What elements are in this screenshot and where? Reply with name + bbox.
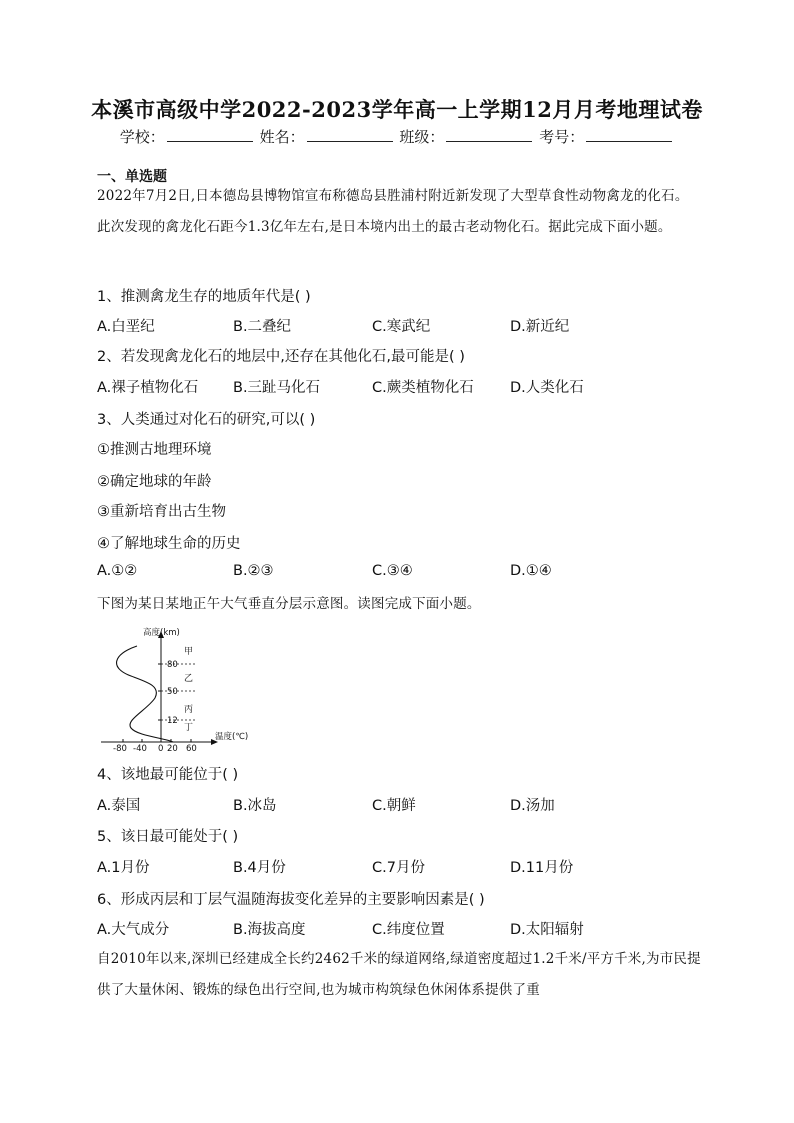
question-5-stem: 5、该日最可能处于( ) [97,829,239,845]
q5-option-c[interactable]: C.7月份 [372,860,425,876]
q3-statement-4: ④了解地球生命的历史 [97,536,241,552]
question-6-stem: 6、形成丙层和丁层气温随海拔变化差异的主要影响因素是( ) [97,892,485,908]
q3-statement-1: ①推测古地理环境 [97,442,212,458]
q1-option-b[interactable]: B.二叠纪 [233,319,292,335]
x-tick-minus40: -40 [133,744,147,752]
exam-number-label: 考号： [539,128,585,146]
question-2-stem: 2、若发现禽龙化石的地层中,还存在其他化石,最可能是( ) [97,349,465,365]
q6-option-a[interactable]: A.大气成分 [97,922,170,938]
y-axis-label: 高度(km) [143,628,180,638]
school-blank[interactable] [167,127,253,142]
q3-option-a[interactable]: A.①② [97,563,138,579]
name-blank[interactable] [307,127,393,142]
class-blank[interactable] [446,127,532,142]
q1-option-d[interactable]: D.新近纪 [510,319,570,335]
q4-option-c[interactable]: C.朝鲜 [372,798,416,814]
layer-label-yi: 乙 [184,674,194,684]
q6-option-c[interactable]: C.纬度位置 [372,922,445,938]
question-3-stem: 3、人类通过对化石的研究,可以( ) [97,412,316,428]
question-4-stem: 4、该地最可能位于( ) [97,767,239,783]
question-1-stem: 1、推测禽龙生存的地质年代是( ) [97,289,311,305]
y-tick-12: 12 [167,716,178,726]
x-axis-label: 温度(℃) [215,732,249,742]
passage-3: 自2010年以来,深圳已经建成全长约2462千米的绿道网络,绿道密度超过1.2千米/平方千米,为市民提供了大量休闲、锻炼的绿色出行空间,也为城市构筑绿色休闲体系提供了重 [97,951,701,998]
name-label: 姓名： [259,128,305,146]
temperature-profile-curve [117,646,173,742]
y-tick-50: 50 [167,687,178,697]
q5-option-a[interactable]: A.1月份 [97,860,150,876]
q4-option-b[interactable]: B.冰岛 [233,798,277,814]
layer-label-ding: 丁 [184,723,194,733]
q3-statement-2: ②确定地球的年龄 [97,474,212,490]
q1-option-a[interactable]: A.白垩纪 [97,319,155,335]
school-label: 学校： [119,128,165,146]
q2-option-b[interactable]: B.三趾马化石 [233,380,321,396]
exam-number-blank[interactable] [586,127,672,142]
x-tick-0: 0 [158,744,164,752]
q5-option-d[interactable]: D.11月份 [510,860,574,876]
q4-option-a[interactable]: A.泰国 [97,798,141,814]
student-info-line [0,126,794,147]
passage-1: 2022年7月2日,日本德岛县博物馆宣布称德岛县胜浦村附近新发现了大型草食性动物禽龙的化石。此次发现的禽龙化石距今1.3亿年左右,是日本境内出土的最古老动物化石。据此完成下面小题。 [97,188,689,235]
class-label: 班级： [399,128,445,146]
x-tick-60: 60 [186,744,197,752]
x-tick-20: 20 [167,744,178,752]
q3-option-b[interactable]: B.②③ [233,563,274,579]
q3-option-d[interactable]: D.①④ [510,563,552,579]
q2-option-a[interactable]: A.裸子植物化石 [97,380,199,396]
q2-option-d[interactable]: D.人类化石 [510,380,584,396]
q6-option-d[interactable]: D.太阳辐射 [510,922,584,938]
q6-option-b[interactable]: B.海拔高度 [233,922,306,938]
layer-label-bing: 丙 [184,705,194,715]
y-tick-80: 80 [167,660,178,670]
x-tick-minus80: -80 [113,744,127,752]
atmosphere-layer-diagram [95,624,265,752]
q5-option-b[interactable]: B.4月份 [233,860,286,876]
q3-option-c[interactable]: C.③④ [372,563,413,579]
q2-option-c[interactable]: C.蕨类植物化石 [372,380,474,396]
layer-label-jia: 甲 [184,647,194,657]
q3-statement-3: ③重新培育出古生物 [97,504,226,520]
passage-2: 下图为某日某地正午大气垂直分层示意图。读图完成下面小题。 [97,596,481,612]
section-heading: 一、单选题 [97,169,167,185]
exam-title: 本溪市高级中学2022-2023学年高一上学期12月月考地理试卷 [91,97,703,122]
q1-option-c[interactable]: C.寒武纪 [372,319,431,335]
q4-option-d[interactable]: D.汤加 [510,798,555,814]
